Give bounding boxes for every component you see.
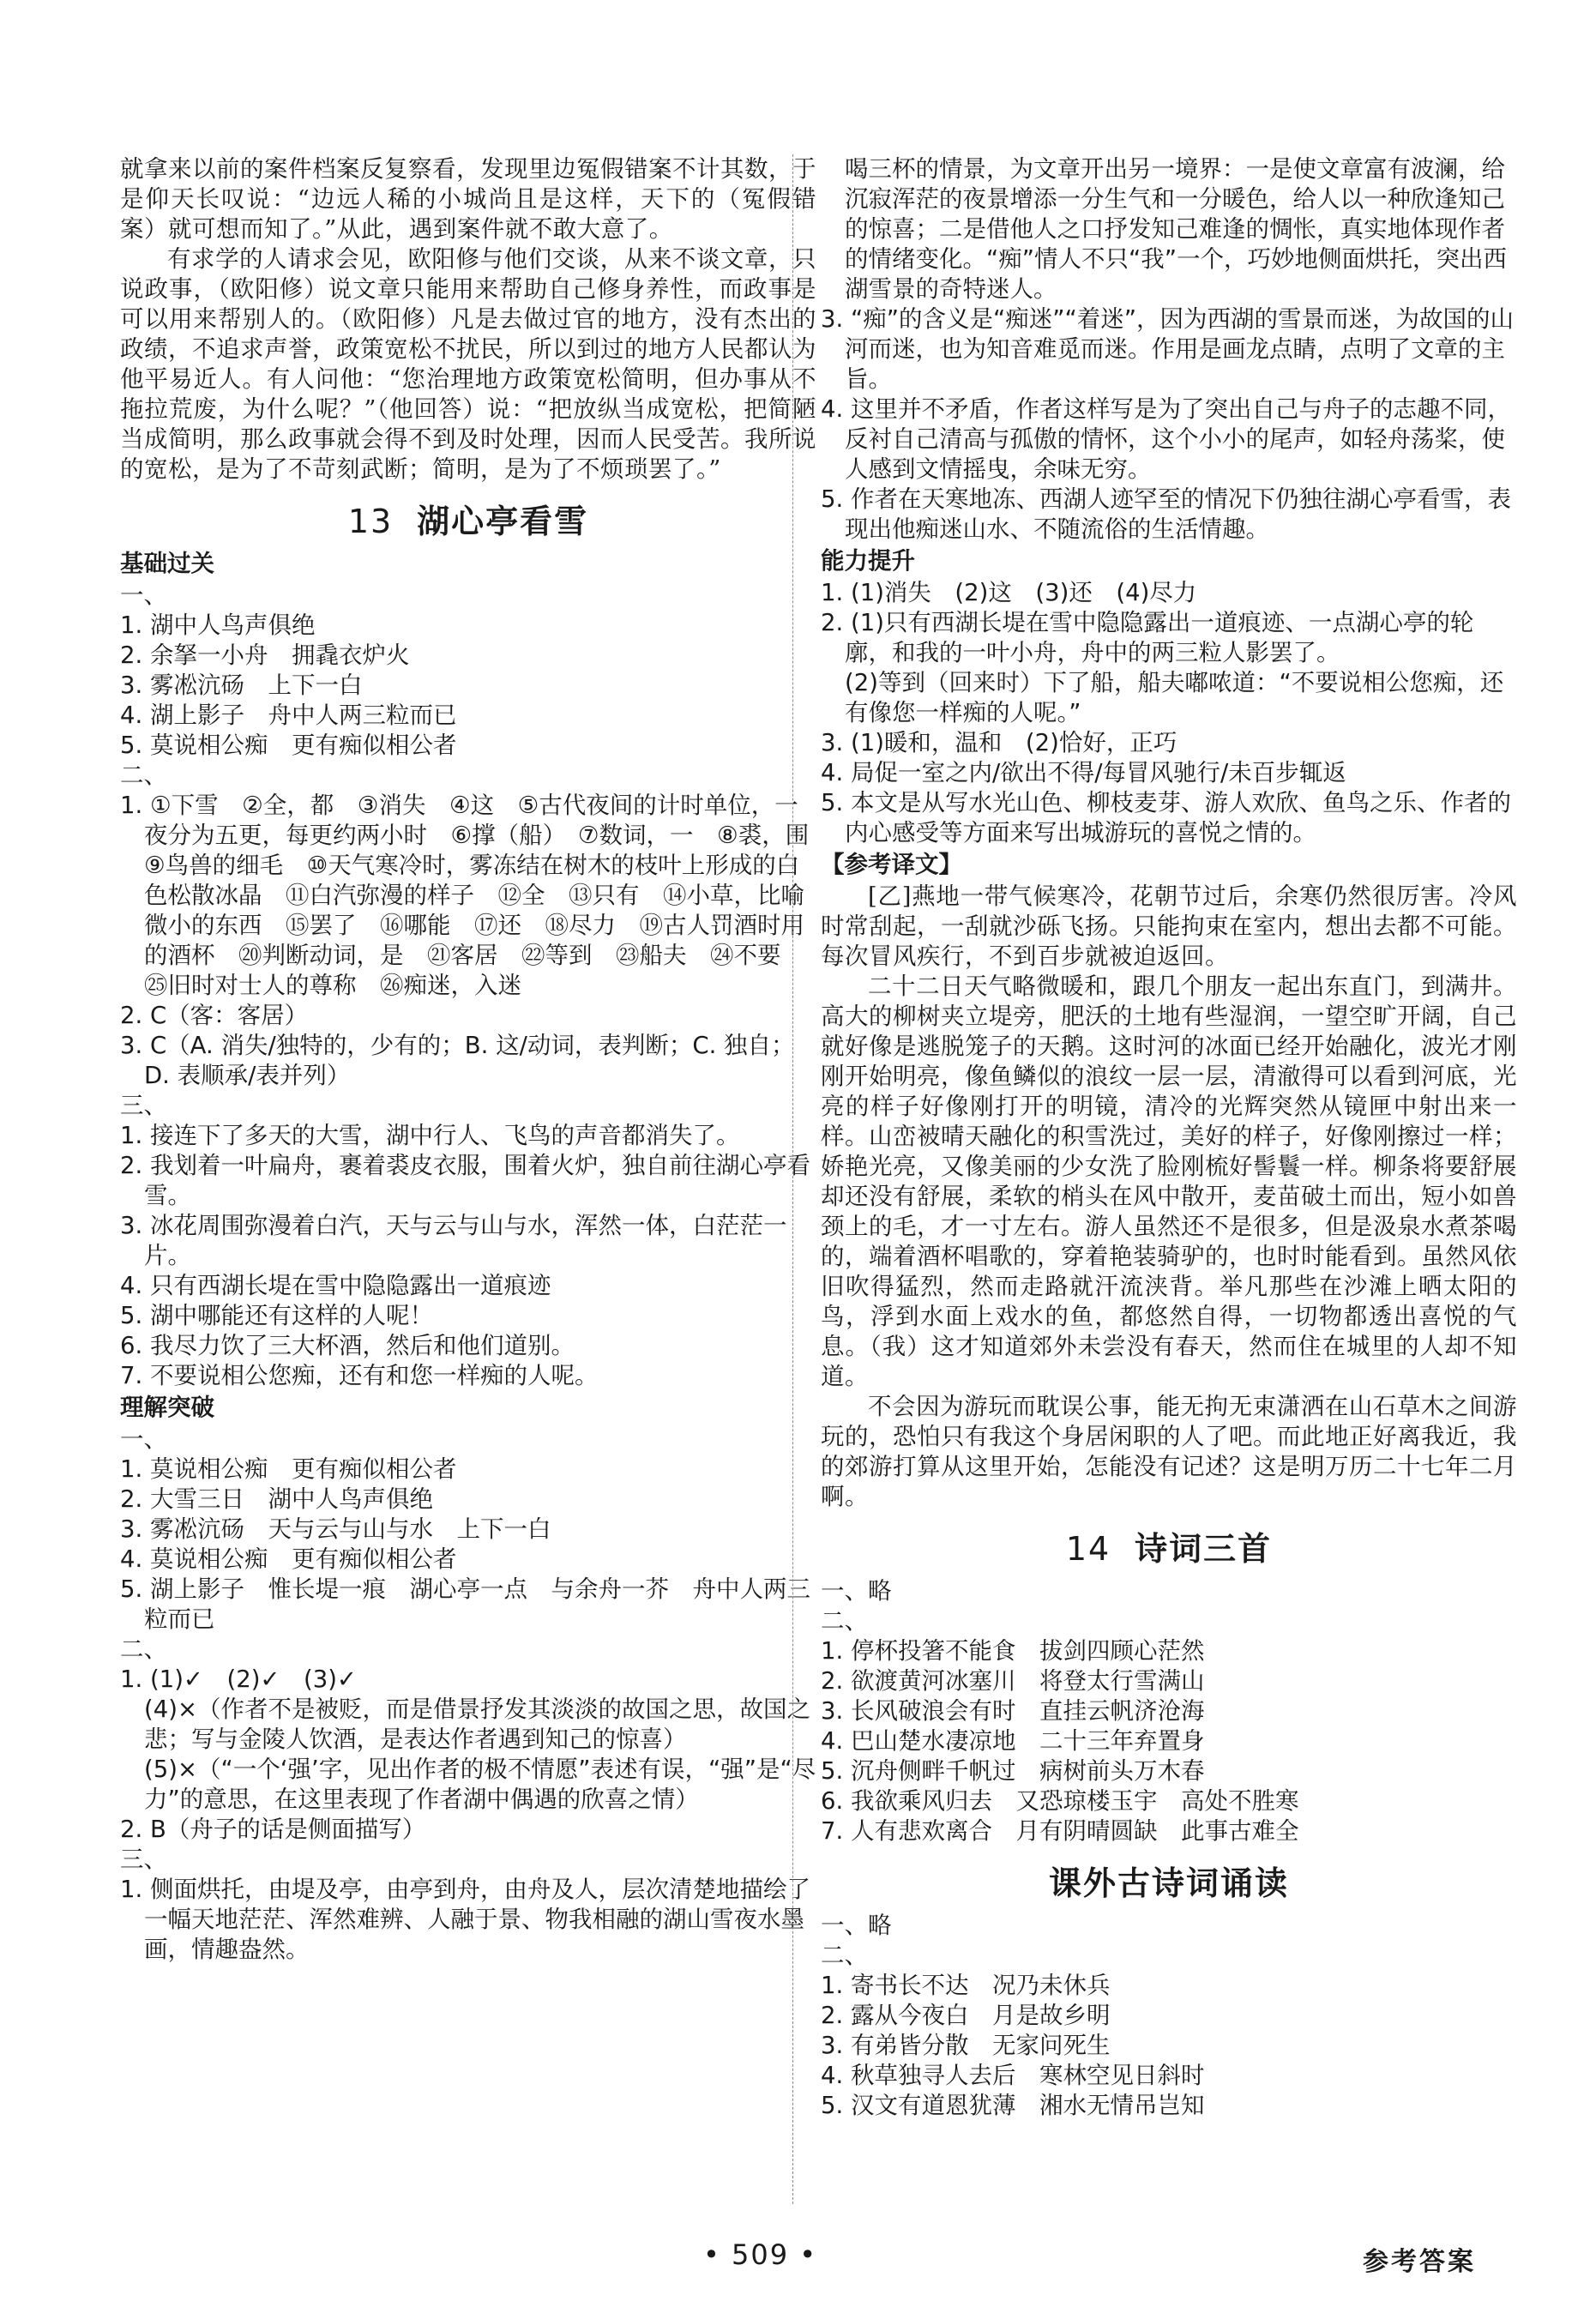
lesson-title: 诗词三首	[1135, 1530, 1273, 1568]
lesson-13-heading	[120, 503, 816, 540]
answer-item: 5. 汉文有道恩犹薄 湘水无情吊岂知	[821, 2092, 1205, 2119]
answer-item: 5. 沉舟侧畔千帆过 病树前头万木春	[821, 1757, 1205, 1785]
answer-item: 1. (1)消失 (2)这 (3)还 (4)尽力	[821, 579, 1197, 606]
left-column	[120, 154, 833, 1965]
page-number: • 509 •	[703, 2238, 818, 2271]
section-label: 一、	[120, 581, 167, 609]
intro-paragraph: 就拿来以前的案件档案反复察看，发现里边冤假错案不计其数，于是仰天长叹说：“边远人稀的小城尚且是这样，天下的（冤假错案）就可想而知了。”从此，遇到案件就不敢大意了。	[120, 155, 816, 243]
reference-translation-heading: 【参考译文】	[821, 851, 962, 878]
answer-item: 1. 莫说相公痴 更有痴似相公者	[120, 1455, 457, 1483]
answer-item: 2. 欲渡黄河冰塞川 将登太行雪满山	[821, 1667, 1205, 1695]
answer-item: 1. 接连下了多天的大雪，湖中行人、飞鸟的声音都消失了。	[120, 1122, 740, 1149]
answer-item: 2. 露从今夜白 月是故乡明	[821, 2002, 1111, 2029]
answer-item: 3. C（A. 消失/独特的，少有的；B. 这/动词，表判断；C. 独自；D. 表顺承/表并列）	[120, 1032, 795, 1089]
answer-item: 2. 余拏一小舟 拥毳衣炉火	[120, 641, 410, 669]
answer-item: 4. 巴山楚水凄凉地 二十三年弃置身	[821, 1727, 1205, 1755]
answer-item: 3. 冰花周围弥漫着白汽，天与云与山与水，浑然一体，白茫茫一片。	[120, 1212, 787, 1269]
answer-item: 喝三杯的情景，为文章开出另一境界：一是使文章富有波澜，给沉寂浑茫的夜景增添一分生气和一分暖色，给人以一种欣逢知己的惊喜；二是借他人之口抒发知己难逢的惆怅，真实地体现作者的情绪变化。“痴”情人不只“我”一个，巧妙地侧面烘托，突出西湖雪景的奇特迷人。	[845, 155, 1507, 303]
answer-item: 4. 这里并不矛盾，作者这样写是为了突出自己与舟子的志趣不同，反衬自己清高与孤傲的情怀，这个小小的尾声，如轻舟荡桨，使人感到文情摇曳，余味无穷。	[821, 395, 1511, 483]
section-heading-ability: 能力提升	[821, 547, 915, 575]
lesson-number: 13	[347, 503, 394, 540]
answer-item: (5)×（“一个‘强’字，见出作者的极不情愿”表述有误，“强”是“尽力”的意思，在这里表现了作者湖中偶遇的欣喜之情）	[144, 1756, 816, 1813]
answer-item: 2. 大雪三日 湖中人鸟声俱绝	[120, 1485, 433, 1513]
answer-item: 4. 局促一室之内/欲出不得/每冒风驰行/未百步辄返	[821, 759, 1346, 786]
section-heading-basic: 基础过关	[120, 550, 214, 577]
answer-item: 4. 只有西湖长堤在雪中隐隐露出一道痕迹	[120, 1272, 551, 1299]
right-column	[821, 154, 1517, 2121]
answer-item: 6. 我欲乘风归去 又恐琼楼玉宇 高处不胜寒	[821, 1787, 1299, 1815]
section-label: 三、	[120, 1092, 167, 1119]
column-divider	[792, 154, 793, 2204]
answer-item: 6. 我尽力饮了三大杯酒，然后和他们道别。	[120, 1332, 575, 1359]
answer-item: 4. 秋草独寻人去后 寒林空见日斜时	[821, 2062, 1205, 2089]
answer-item: 3. 雾凇沆砀 上下一白	[120, 672, 363, 699]
translation-paragraph: 不会因为游玩而耽误公事，能无拘无束潇洒在山石草木之间游玩的，恐怕只有我这个身居闲职的人了吧。而此地正好离我近，我的郊游打算从这里开始，怎能没有记述？这是明万历二十七年二月啊。	[821, 1393, 1517, 1510]
footer-label: 参考答案	[1363, 2247, 1476, 2277]
answer-item: 2. 我划着一叶扁舟，裹着裘皮衣服，围着火炉，独自前往湖心亭看雪。	[120, 1152, 810, 1209]
answer-item: 7. 人有悲欢离合 月有阴晴圆缺 此事古难全	[821, 1817, 1299, 1845]
answer-item: 4. 湖上影子 舟中人两三粒而已	[120, 702, 457, 729]
answer-item: 1. ①下雪 ②全，都 ③消失 ④这 ⑤古代夜间的计时单位，一夜分为五更，每更约两小时 ⑥撑（船） ⑦数词，一 ⑧裘，围 ⑨鸟兽的细毛 ⑩天气寒冷时，雾冻结在树木的枝叶上形成的白色松散冰晶 ⑪白汽弥漫的样子 ⑫全 ⑬只有 ⑭小草，比喻微小的东西 ⑮罢了 ⑯哪能 ⑰还 ⑱尽力 ⑲古人罚酒时用的酒杯 ⑳判断动词，是 ㉑客居 ㉒等到 ㉓船夫 ㉔不要 ㉕旧时对士人的尊称 ㉖痴迷，入迷	[120, 792, 833, 999]
section-label: 一、	[120, 1425, 167, 1453]
section-label: 二、	[821, 1607, 868, 1635]
section-label: 二、	[120, 1635, 167, 1663]
answer-item: 1. (1)✓ (2)✓ (3)✓	[120, 1665, 357, 1693]
lesson-title: 湖心亭看雪	[417, 503, 589, 540]
answer-item: 4. 莫说相公痴 更有痴似相公者	[120, 1545, 457, 1573]
answer-item: 5. 湖中哪能还有这样的人呢！	[120, 1302, 433, 1329]
section-label: 二、	[821, 1942, 868, 1969]
answer-item: (4)×（作者不是被贬，而是借景抒发其淡淡的故国之思，故国之悲；写与金陵人饮酒，是表达作者遇到知己的惊喜）	[144, 1696, 810, 1753]
lesson-14-heading	[821, 1530, 1517, 1568]
section-label: 二、	[120, 762, 167, 789]
answer-item: 3. “痴”的含义是“痴迷”“着迷”，因为西湖的雪景而迷，为故国的山河而迷，也为知音难觅而迷。作用是画龙点睛，点明了文章的主旨。	[821, 305, 1514, 393]
answer-item: 5. 湖上影子 惟长堤一痕 湖心亭一点 与余舟一芥 舟中人两三粒而已	[120, 1575, 810, 1633]
answer-item: 2. (1)只有西湖长堤在雪中隐隐露出一道痕迹、一点湖心亭的轮廓，和我的一叶小舟，舟中的两三粒人影罢了。	[821, 609, 1474, 666]
answer-item: 3. 雾凇沆砀 天与云与山与水 上下一白	[120, 1515, 551, 1543]
section-label: 一、略	[821, 1577, 892, 1605]
answer-item: 1. 寄书长不达 况乃未休兵	[821, 1972, 1111, 1999]
answer-item: 1. 侧面烘托，由堤及亭，由亭到舟，由舟及人，层次清楚地描绘了一幅天地茫茫、浑然难辨、人融于景、物我相融的湖山雪夜水墨画，情趣盎然。	[120, 1876, 810, 1963]
answer-item: 5. 作者在天寒地冻、西湖人迹罕至的情况下仍独往湖心亭看雪，表现出他痴迷山水、不随流俗的生活情趣。	[821, 485, 1511, 543]
answer-item: 3. (1)暖和，温和 (2)恰好，正巧	[821, 729, 1177, 756]
answer-item: (2)等到（回来时）下了船，船夫嘟哝道：“不要说相公您痴，还有像您一样痴的人呢。”	[845, 669, 1504, 726]
answer-item: 1. 湖中人鸟声俱绝	[120, 611, 316, 639]
lesson-number: 14	[1065, 1530, 1111, 1568]
answer-item: 5. 莫说相公痴 更有痴似相公者	[120, 732, 457, 759]
answer-item: 2. B（舟子的话是侧面描写）	[120, 1816, 426, 1843]
answer-item: 7. 不要说相公您痴，还有和您一样痴的人呢。	[120, 1362, 599, 1389]
section-label: 三、	[120, 1846, 167, 1873]
translation-paragraph: 二十二日天气略微暖和，跟几个朋友一起出东直门，到满井。高大的柳树夹立堤旁，肥沃的土地有些湿润，一望空旷开阔，自己就好像是逃脱笼子的天鹅。这时河的冰面已经开始融化，波光才刚刚开始明亮，像鱼鳞似的浪纹一层一层，清澈得可以看到河底，光亮的样子好像刚打开的明镜，清冷的光辉突然从镜匣中射出来一样。山峦被晴天融化的积雪洗过，美好的样子，好像刚擦过一样；娇艳光亮，又像美丽的少女洗了脸刚梳好髻鬟一样。柳条将要舒展却还没有舒展，柔软的梢头在风中散开，麦苗破土而出，短小如兽颈上的毛，才一寸左右。游人虽然还不是很多，但是汲泉水煮茶喝的，端着酒杯唱歌的，穿着艳装骑驴的，也时时能看到。虽然风依旧吹得猛烈，然而走路就汗流浃背。举凡那些在沙滩上晒太阳的鸟，浮到水面上戏水的鱼，都悠然自得，一切物都透出喜悦的气息。（我）这才知道郊外未尝没有春天，然而住在城里的人却不知道。	[821, 973, 1517, 1390]
answer-item: 2. C（客：客居）	[120, 1002, 309, 1029]
section-label: 一、略	[821, 1912, 892, 1939]
translation-paragraph: [乙]燕地一带气候寒冷，花朝节过后，余寒仍然很厉害。冷风时常刮起，一刮就沙砾飞扬。只能拘束在室内，想出去都不可能。每次冒风疾行，不到百步就被迫返回。	[821, 882, 1517, 970]
extra-poems-heading: 课外古诗词诵读	[1048, 1864, 1289, 1902]
answer-item: 1. 停杯投箸不能食 拔剑四顾心茫然	[821, 1637, 1205, 1665]
answer-item: 3. 有弟皆分散 无家问死生	[821, 2032, 1111, 2059]
answer-item: 5. 本文是从写水光山色、柳枝麦芽、游人欢欣、鱼鸟之乐、作者的内心感受等方面来写出城游玩的喜悦之情的。	[821, 789, 1511, 846]
answer-item: 3. 长风破浪会有时 直挂云帆济沧海	[821, 1697, 1205, 1725]
section-heading-understand: 理解突破	[120, 1394, 214, 1421]
intro-paragraph: 有求学的人请求会见，欧阳修与他们交谈，从来不谈文章，只说政事，（欧阳修）说文章只能用来帮助自己修身养性，而政事是可以用来帮别人的。（欧阳修）凡是去做过官的地方，没有杰出的政绩，不追求声誉，政策宽松不扰民，所以到过的地方人民都认为他平易近人。有人问他：“您治理地方政策宽松简明，但办事从不拖拉荒废，为什么呢？”（他回答）说：“把放纵当成宽松，把简陋当成简明，那么政事就会得不到及时处理，因而人民受苦。我所说的宽松，是为了不苛刻武断；简明，是为了不烦琐罢了。”	[120, 245, 816, 483]
